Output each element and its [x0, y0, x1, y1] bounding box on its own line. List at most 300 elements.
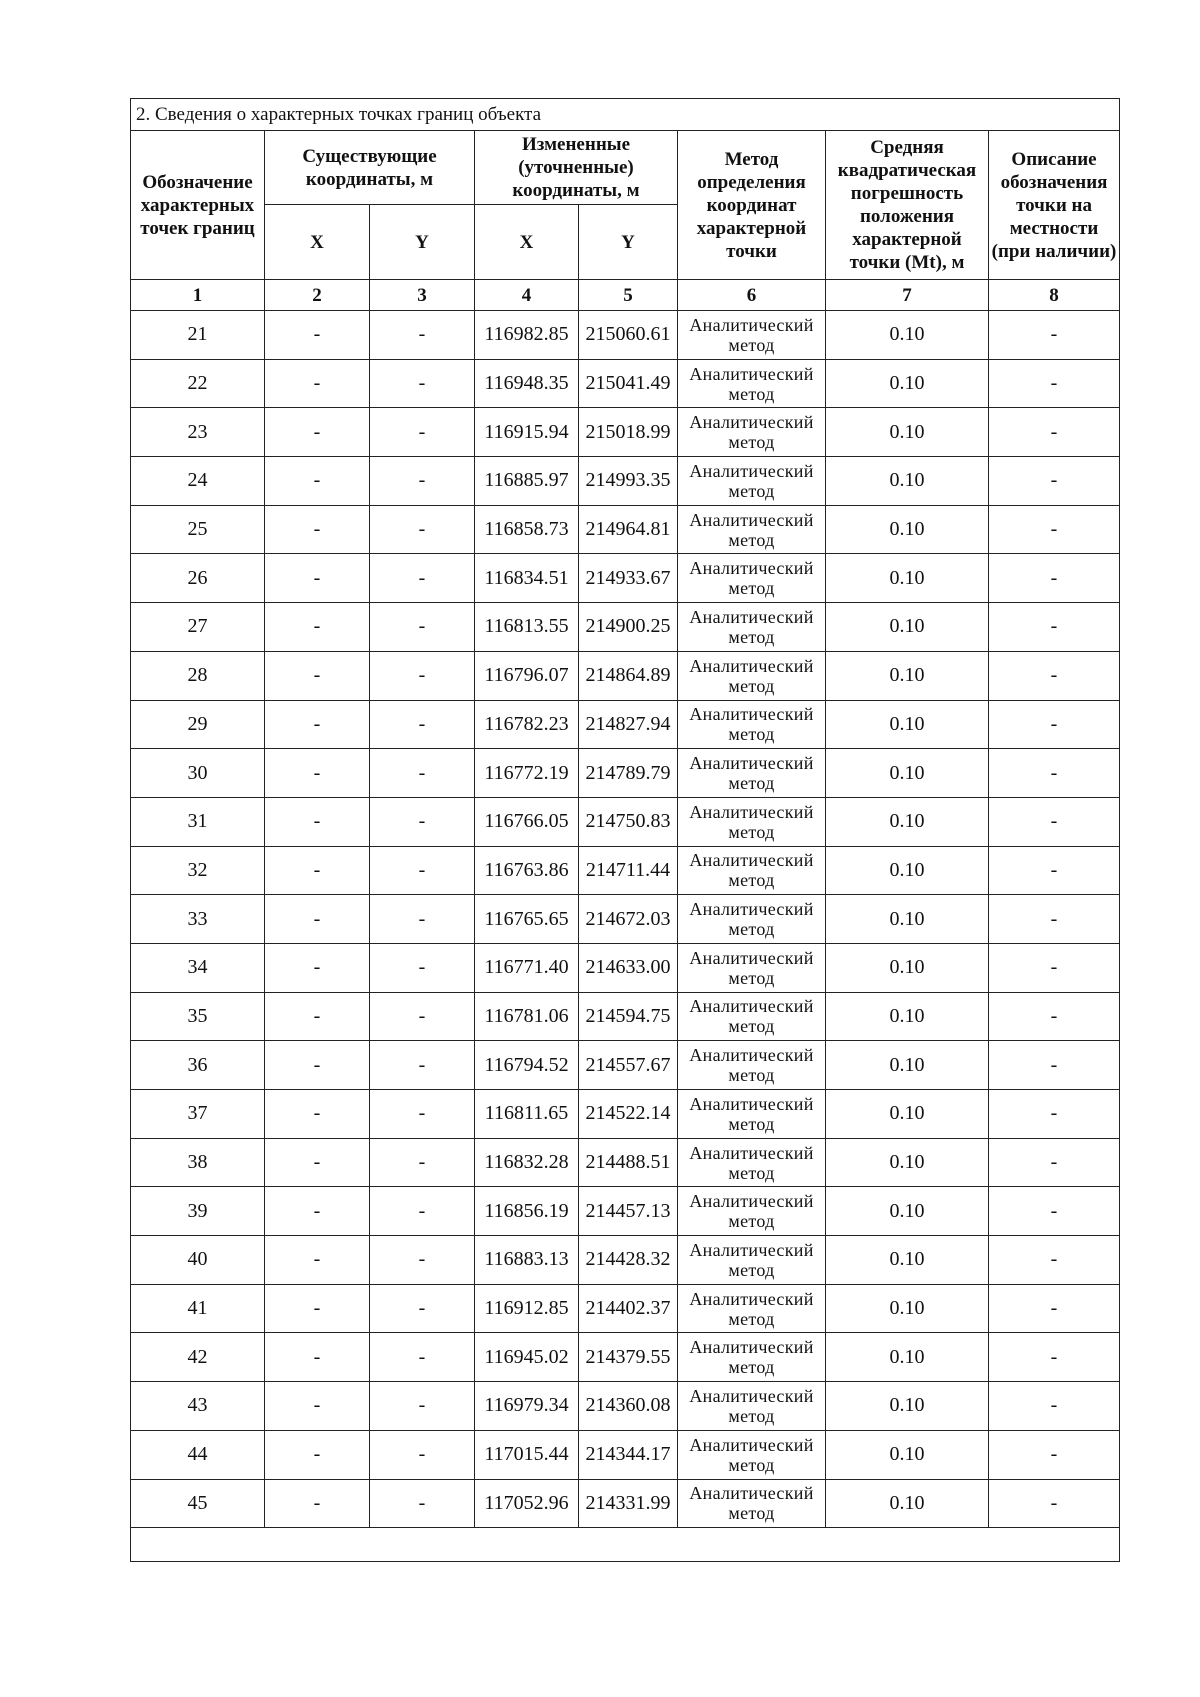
changed-x-cell: 117052.96 [475, 1479, 579, 1528]
existing-x-cell: - [265, 992, 370, 1041]
mean-error-cell: 0.10 [826, 1430, 989, 1479]
mean-error-cell: 0.10 [826, 1284, 989, 1333]
point-id-cell: 39 [131, 1187, 265, 1236]
method-line-2: метод [728, 967, 775, 988]
method-cell [678, 457, 826, 506]
existing-y-cell: - [370, 457, 475, 506]
point-id-cell: 28 [131, 651, 265, 700]
method-line-2: метод [728, 870, 775, 891]
column-number: 6 [678, 280, 826, 311]
method-cell [678, 1090, 826, 1139]
description-cell: - [989, 1333, 1120, 1382]
method-line-2: метод [728, 1016, 775, 1037]
changed-y-cell: 214933.67 [579, 554, 678, 603]
point-id-cell: 26 [131, 554, 265, 603]
table-row [131, 359, 1120, 408]
existing-y-cell: - [370, 846, 475, 895]
point-id-cell: 25 [131, 505, 265, 554]
existing-y-cell: - [370, 408, 475, 457]
method-line-1: Аналитический [689, 509, 814, 530]
method-line-2: метод [728, 578, 775, 599]
method-line-2: метод [728, 334, 775, 355]
existing-y-cell: - [370, 797, 475, 846]
changed-x-cell: 116796.07 [475, 651, 579, 700]
table-row [131, 311, 1120, 360]
existing-y-cell: - [370, 1236, 475, 1285]
method-cell [678, 311, 826, 360]
point-id-cell: 31 [131, 797, 265, 846]
table-row [131, 1041, 1120, 1090]
method-line-1: Аналитический [689, 899, 814, 920]
mean-error-cell: 0.10 [826, 505, 989, 554]
method-cell [678, 1187, 826, 1236]
table-empty-footer-row [131, 1528, 1120, 1562]
table-row [131, 846, 1120, 895]
method-line-1: Аналитический [689, 996, 814, 1017]
method-line-2: метод [728, 1357, 775, 1378]
table-row [131, 992, 1120, 1041]
description-cell: - [989, 1382, 1120, 1431]
changed-x-cell: 116979.34 [475, 1382, 579, 1431]
changed-y-cell: 214789.79 [579, 749, 678, 798]
existing-y-cell: - [370, 359, 475, 408]
method-line-1: Аналитический [689, 606, 814, 627]
method-cell [678, 408, 826, 457]
mean-error-cell: 0.10 [826, 1236, 989, 1285]
description-cell: - [989, 943, 1120, 992]
changed-y-cell: 214827.94 [579, 700, 678, 749]
changed-y-cell: 214522.14 [579, 1090, 678, 1139]
document-page [130, 98, 1119, 1562]
method-line-1: Аналитический [689, 314, 814, 335]
point-id-cell: 23 [131, 408, 265, 457]
column-number: 3 [370, 280, 475, 311]
table-row [131, 1236, 1120, 1285]
method-cell [678, 749, 826, 798]
changed-y-cell: 214864.89 [579, 651, 678, 700]
table-row [131, 1479, 1120, 1528]
changed-y-cell: 214344.17 [579, 1430, 678, 1479]
table-row [131, 1138, 1120, 1187]
description-cell: - [989, 1041, 1120, 1090]
point-id-cell: 45 [131, 1479, 265, 1528]
point-id-cell: 43 [131, 1382, 265, 1431]
column-number: 1 [131, 280, 265, 311]
method-line-1: Аналитический [689, 1142, 814, 1163]
changed-y-cell: 214993.35 [579, 457, 678, 506]
existing-x-cell: - [265, 651, 370, 700]
method-line-2: метод [728, 1454, 775, 1475]
table-row [131, 603, 1120, 652]
existing-y-cell: - [370, 749, 475, 798]
column-number: 2 [265, 280, 370, 311]
mean-error-cell: 0.10 [826, 1479, 989, 1528]
method-line-2: метод [728, 1259, 775, 1280]
description-cell: - [989, 1187, 1120, 1236]
method-cell [678, 1479, 826, 1528]
description-cell: - [989, 700, 1120, 749]
mean-error-cell: 0.10 [826, 1382, 989, 1431]
header-changed-x: X [475, 205, 579, 280]
mean-error-cell: 0.10 [826, 1333, 989, 1382]
method-line-2: метод [728, 1503, 775, 1524]
method-line-2: метод [728, 919, 775, 940]
changed-x-cell: 116794.52 [475, 1041, 579, 1090]
header-existing-y: Y [370, 205, 475, 280]
existing-y-cell: - [370, 700, 475, 749]
method-line-2: метод [728, 724, 775, 745]
description-cell: - [989, 1284, 1120, 1333]
existing-x-cell: - [265, 1430, 370, 1479]
description-cell: - [989, 895, 1120, 944]
existing-x-cell: - [265, 359, 370, 408]
method-cell [678, 895, 826, 944]
description-cell: - [989, 992, 1120, 1041]
changed-x-cell: 117015.44 [475, 1430, 579, 1479]
point-id-cell: 44 [131, 1430, 265, 1479]
method-line-1: Аналитический [689, 1191, 814, 1212]
existing-x-cell: - [265, 554, 370, 603]
changed-x-cell: 116948.35 [475, 359, 579, 408]
existing-y-cell: - [370, 943, 475, 992]
changed-x-cell: 116856.19 [475, 1187, 579, 1236]
changed-x-cell: 116885.97 [475, 457, 579, 506]
changed-x-cell: 116782.23 [475, 700, 579, 749]
method-line-1: Аналитический [689, 947, 814, 968]
method-line-1: Аналитический [689, 655, 814, 676]
description-cell: - [989, 359, 1120, 408]
changed-y-cell: 214428.32 [579, 1236, 678, 1285]
changed-x-cell: 116982.85 [475, 311, 579, 360]
point-id-cell: 29 [131, 700, 265, 749]
method-cell [678, 797, 826, 846]
changed-x-cell: 116813.55 [475, 603, 579, 652]
description-cell: - [989, 1090, 1120, 1139]
mean-error-cell: 0.10 [826, 1138, 989, 1187]
existing-x-cell: - [265, 457, 370, 506]
existing-x-cell: - [265, 1236, 370, 1285]
point-id-cell: 38 [131, 1138, 265, 1187]
changed-y-cell: 214900.25 [579, 603, 678, 652]
method-line-1: Аналитический [689, 1093, 814, 1114]
method-cell [678, 943, 826, 992]
existing-x-cell: - [265, 505, 370, 554]
method-line-2: метод [728, 626, 775, 647]
existing-x-cell: - [265, 1382, 370, 1431]
existing-x-cell: - [265, 1041, 370, 1090]
method-line-1: Аналитический [689, 558, 814, 579]
existing-x-cell: - [265, 1187, 370, 1236]
changed-y-cell: 214633.00 [579, 943, 678, 992]
description-cell: - [989, 846, 1120, 895]
table-row [131, 505, 1120, 554]
changed-y-cell: 214360.08 [579, 1382, 678, 1431]
mean-error-cell: 0.10 [826, 1187, 989, 1236]
point-id-cell: 24 [131, 457, 265, 506]
changed-x-cell: 116766.05 [475, 797, 579, 846]
changed-x-cell: 116772.19 [475, 749, 579, 798]
column-numbers-row [131, 280, 1120, 311]
description-cell: - [989, 457, 1120, 506]
method-line-1: Аналитический [689, 1434, 814, 1455]
existing-y-cell: - [370, 554, 475, 603]
changed-x-cell: 116832.28 [475, 1138, 579, 1187]
changed-x-cell: 116883.13 [475, 1236, 579, 1285]
section-title: 2. Сведения о характерных точках границ объекта [131, 99, 1120, 131]
existing-x-cell: - [265, 603, 370, 652]
changed-y-cell: 214379.55 [579, 1333, 678, 1382]
table-row [131, 1187, 1120, 1236]
existing-y-cell: - [370, 603, 475, 652]
existing-x-cell: - [265, 895, 370, 944]
method-cell [678, 1236, 826, 1285]
description-cell: - [989, 311, 1120, 360]
method-cell [678, 700, 826, 749]
point-id-cell: 33 [131, 895, 265, 944]
changed-y-cell: 214964.81 [579, 505, 678, 554]
description-cell: - [989, 505, 1120, 554]
header-method: Метод определения координат характерной точки [678, 131, 826, 280]
table-row [131, 408, 1120, 457]
method-cell [678, 1382, 826, 1431]
existing-x-cell: - [265, 749, 370, 798]
changed-x-cell: 116834.51 [475, 554, 579, 603]
description-cell: - [989, 554, 1120, 603]
table-row [131, 797, 1120, 846]
changed-y-cell: 214750.83 [579, 797, 678, 846]
existing-x-cell: - [265, 1138, 370, 1187]
existing-x-cell: - [265, 943, 370, 992]
point-id-cell: 35 [131, 992, 265, 1041]
method-cell [678, 359, 826, 408]
table-row [131, 1284, 1120, 1333]
existing-x-cell: - [265, 1090, 370, 1139]
mean-error-cell: 0.10 [826, 457, 989, 506]
existing-y-cell: - [370, 1430, 475, 1479]
mean-error-cell: 0.10 [826, 749, 989, 798]
column-number: 5 [579, 280, 678, 311]
mean-error-cell: 0.10 [826, 651, 989, 700]
changed-y-cell: 214488.51 [579, 1138, 678, 1187]
point-id-cell: 32 [131, 846, 265, 895]
point-id-cell: 30 [131, 749, 265, 798]
header-description: Описание обозначения точки на местности (при наличии) [989, 131, 1120, 280]
table-row [131, 457, 1120, 506]
mean-error-cell: 0.10 [826, 603, 989, 652]
table-row [131, 749, 1120, 798]
header-changed-y: Y [579, 205, 678, 280]
changed-y-cell: 215060.61 [579, 311, 678, 360]
method-cell [678, 1430, 826, 1479]
existing-x-cell: - [265, 311, 370, 360]
method-cell [678, 554, 826, 603]
point-id-cell: 41 [131, 1284, 265, 1333]
method-line-1: Аналитический [689, 1045, 814, 1066]
description-cell: - [989, 749, 1120, 798]
existing-x-cell: - [265, 846, 370, 895]
empty-footer-cell [131, 1528, 1120, 1562]
changed-x-cell: 116765.65 [475, 895, 579, 944]
changed-y-cell: 214331.99 [579, 1479, 678, 1528]
method-line-2: метод [728, 1162, 775, 1183]
mean-error-cell: 0.10 [826, 408, 989, 457]
point-id-cell: 27 [131, 603, 265, 652]
mean-error-cell: 0.10 [826, 943, 989, 992]
existing-y-cell: - [370, 1090, 475, 1139]
changed-x-cell: 116858.73 [475, 505, 579, 554]
existing-x-cell: - [265, 1284, 370, 1333]
method-cell [678, 1284, 826, 1333]
changed-y-cell: 214557.67 [579, 1041, 678, 1090]
existing-y-cell: - [370, 651, 475, 700]
header-mean-error: Средняя квадратическая погрешность положения характерной точки (Mt), м [826, 131, 989, 280]
existing-y-cell: - [370, 895, 475, 944]
changed-x-cell: 116811.65 [475, 1090, 579, 1139]
existing-y-cell: - [370, 1382, 475, 1431]
existing-y-cell: - [370, 992, 475, 1041]
existing-x-cell: - [265, 797, 370, 846]
method-line-1: Аналитический [689, 801, 814, 822]
mean-error-cell: 0.10 [826, 311, 989, 360]
table-row [131, 1430, 1120, 1479]
point-id-cell: 42 [131, 1333, 265, 1382]
method-line-2: метод [728, 1065, 775, 1086]
header-existing-x: X [265, 205, 370, 280]
changed-x-cell: 116763.86 [475, 846, 579, 895]
point-id-cell: 37 [131, 1090, 265, 1139]
method-cell [678, 1138, 826, 1187]
method-line-2: метод [728, 480, 775, 501]
changed-y-cell: 214711.44 [579, 846, 678, 895]
header-designation: Обозначение характерных точек границ [131, 131, 265, 280]
table-row [131, 651, 1120, 700]
changed-x-cell: 116912.85 [475, 1284, 579, 1333]
existing-y-cell: - [370, 1333, 475, 1382]
mean-error-cell: 0.10 [826, 359, 989, 408]
table-body [131, 311, 1120, 1528]
mean-error-cell: 0.10 [826, 1041, 989, 1090]
changed-y-cell: 214672.03 [579, 895, 678, 944]
method-line-1: Аналитический [689, 704, 814, 725]
table-row [131, 1333, 1120, 1382]
method-line-2: метод [728, 432, 775, 453]
table-row [131, 700, 1120, 749]
existing-x-cell: - [265, 1333, 370, 1382]
method-line-1: Аналитический [689, 1288, 814, 1309]
existing-y-cell: - [370, 1479, 475, 1528]
method-cell [678, 505, 826, 554]
method-cell [678, 846, 826, 895]
existing-y-cell: - [370, 505, 475, 554]
table-row [131, 895, 1120, 944]
mean-error-cell: 0.10 [826, 895, 989, 944]
existing-y-cell: - [370, 311, 475, 360]
existing-y-cell: - [370, 1187, 475, 1236]
method-line-1: Аналитический [689, 850, 814, 871]
header-existing-coordinates: Существующие координаты, м [265, 131, 475, 205]
changed-y-cell: 215018.99 [579, 408, 678, 457]
table-row [131, 554, 1120, 603]
point-id-cell: 22 [131, 359, 265, 408]
column-number: 7 [826, 280, 989, 311]
boundary-points-table [130, 98, 1120, 1562]
mean-error-cell: 0.10 [826, 846, 989, 895]
existing-y-cell: - [370, 1284, 475, 1333]
point-id-cell: 34 [131, 943, 265, 992]
method-line-2: метод [728, 529, 775, 550]
method-line-2: метод [728, 1113, 775, 1134]
point-id-cell: 21 [131, 311, 265, 360]
method-line-1: Аналитический [689, 753, 814, 774]
existing-x-cell: - [265, 408, 370, 457]
method-line-1: Аналитический [689, 1337, 814, 1358]
method-line-1: Аналитический [689, 412, 814, 433]
description-cell: - [989, 1236, 1120, 1285]
description-cell: - [989, 797, 1120, 846]
description-cell: - [989, 408, 1120, 457]
table-row [131, 1382, 1120, 1431]
method-line-2: метод [728, 1405, 775, 1426]
method-cell [678, 1041, 826, 1090]
mean-error-cell: 0.10 [826, 1090, 989, 1139]
point-id-cell: 40 [131, 1236, 265, 1285]
method-cell [678, 992, 826, 1041]
method-line-2: метод [728, 1308, 775, 1329]
changed-y-cell: 214402.37 [579, 1284, 678, 1333]
changed-x-cell: 116771.40 [475, 943, 579, 992]
method-line-2: метод [728, 1211, 775, 1232]
changed-y-cell: 215041.49 [579, 359, 678, 408]
description-cell: - [989, 1479, 1120, 1528]
method-line-2: метод [728, 821, 775, 842]
method-line-1: Аналитический [689, 1239, 814, 1260]
mean-error-cell: 0.10 [826, 992, 989, 1041]
table-row [131, 943, 1120, 992]
column-number: 4 [475, 280, 579, 311]
changed-x-cell: 116781.06 [475, 992, 579, 1041]
header-changed-coordinates: Измененные (уточненные) координаты, м [475, 131, 678, 205]
existing-x-cell: - [265, 700, 370, 749]
method-line-2: метод [728, 773, 775, 794]
method-line-1: Аналитический [689, 1483, 814, 1504]
mean-error-cell: 0.10 [826, 700, 989, 749]
method-cell [678, 603, 826, 652]
description-cell: - [989, 603, 1120, 652]
point-id-cell: 36 [131, 1041, 265, 1090]
column-number: 8 [989, 280, 1120, 311]
existing-y-cell: - [370, 1138, 475, 1187]
method-line-2: метод [728, 675, 775, 696]
changed-x-cell: 116945.02 [475, 1333, 579, 1382]
method-line-1: Аналитический [689, 1385, 814, 1406]
table-row [131, 1090, 1120, 1139]
mean-error-cell: 0.10 [826, 554, 989, 603]
method-line-2: метод [728, 383, 775, 404]
changed-x-cell: 116915.94 [475, 408, 579, 457]
method-cell [678, 651, 826, 700]
method-line-1: Аналитический [689, 363, 814, 384]
description-cell: - [989, 651, 1120, 700]
existing-x-cell: - [265, 1479, 370, 1528]
description-cell: - [989, 1430, 1120, 1479]
method-line-1: Аналитический [689, 460, 814, 481]
method-cell [678, 1333, 826, 1382]
changed-y-cell: 214457.13 [579, 1187, 678, 1236]
mean-error-cell: 0.10 [826, 797, 989, 846]
existing-y-cell: - [370, 1041, 475, 1090]
changed-y-cell: 214594.75 [579, 992, 678, 1041]
description-cell: - [989, 1138, 1120, 1187]
